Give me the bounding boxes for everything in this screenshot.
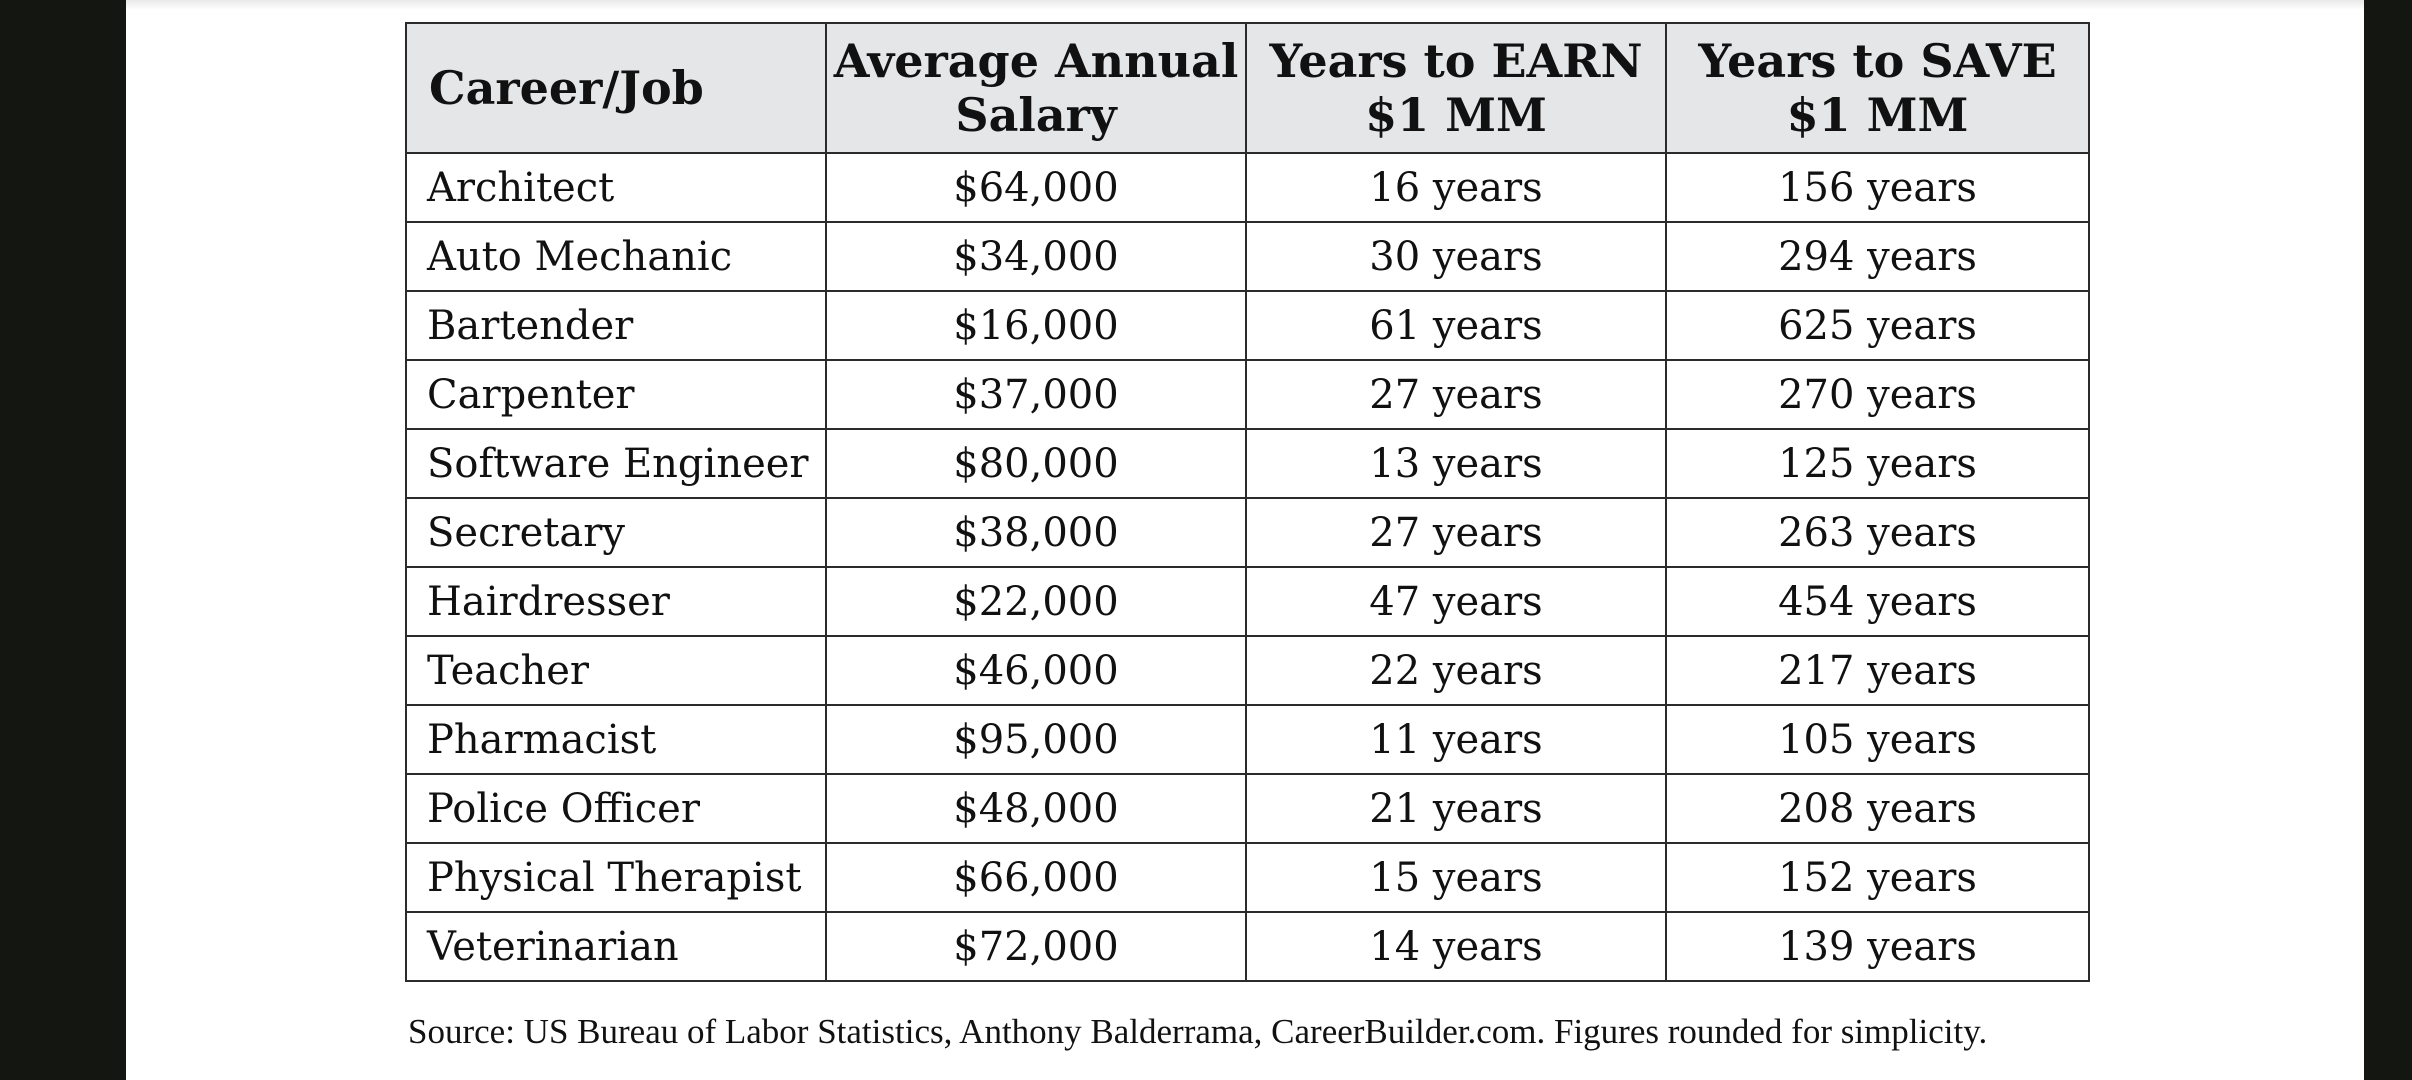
salary-cell: $38,000: [826, 498, 1246, 567]
job-cell: Police Officer: [406, 774, 826, 843]
years-to-save-cell: 625 years: [1666, 291, 2089, 360]
salary-cell: $72,000: [826, 912, 1246, 981]
years-to-earn-cell: 15 years: [1246, 843, 1666, 912]
table-row: [406, 705, 2089, 774]
years-to-save-cell: 156 years: [1666, 153, 2089, 222]
salary-cell: $80,000: [826, 429, 1246, 498]
table-row: [406, 153, 2089, 222]
header-years-to-save: Years to SAVE $1 MM: [1666, 23, 2089, 153]
salary-cell: $46,000: [826, 636, 1246, 705]
table-row: [406, 291, 2089, 360]
years-to-earn-cell: 21 years: [1246, 774, 1666, 843]
table-row: [406, 222, 2089, 291]
years-to-earn-cell: 16 years: [1246, 153, 1666, 222]
job-cell: Architect: [406, 153, 826, 222]
years-to-save-cell: 152 years: [1666, 843, 2089, 912]
table-body: [406, 153, 2089, 981]
years-to-earn-cell: 22 years: [1246, 636, 1666, 705]
salary-table: [405, 22, 2090, 982]
table-row: [406, 912, 2089, 981]
years-to-save-cell: 105 years: [1666, 705, 2089, 774]
salary-cell: $34,000: [826, 222, 1246, 291]
salary-cell: $16,000: [826, 291, 1246, 360]
job-cell: Pharmacist: [406, 705, 826, 774]
job-cell: Veterinarian: [406, 912, 826, 981]
job-cell: Auto Mechanic: [406, 222, 826, 291]
years-to-earn-cell: 30 years: [1246, 222, 1666, 291]
job-cell: Bartender: [406, 291, 826, 360]
table-row: [406, 567, 2089, 636]
salary-cell: $95,000: [826, 705, 1246, 774]
table-row: [406, 360, 2089, 429]
table-row: [406, 429, 2089, 498]
years-to-save-cell: 217 years: [1666, 636, 2089, 705]
table-row: [406, 774, 2089, 843]
salary-cell: $66,000: [826, 843, 1246, 912]
salary-cell: $48,000: [826, 774, 1246, 843]
salary-cell: $22,000: [826, 567, 1246, 636]
table-row: [406, 636, 2089, 705]
source-note: Source: US Bureau of Labor Statistics, Anthony Balderrama, CareerBuilder.com. Figures rounded for simplicity.: [408, 1012, 1988, 1051]
table-row: [406, 498, 2089, 567]
years-to-save-cell: 454 years: [1666, 567, 2089, 636]
salary-cell: $37,000: [826, 360, 1246, 429]
years-to-save-cell: 263 years: [1666, 498, 2089, 567]
job-cell: Teacher: [406, 636, 826, 705]
job-cell: Secretary: [406, 498, 826, 567]
years-to-earn-cell: 61 years: [1246, 291, 1666, 360]
job-cell: Software Engineer: [406, 429, 826, 498]
years-to-save-cell: 294 years: [1666, 222, 2089, 291]
header-years-to-earn: Years to EARN $1 MM: [1246, 23, 1666, 153]
years-to-save-cell: 270 years: [1666, 360, 2089, 429]
years-to-earn-cell: 47 years: [1246, 567, 1666, 636]
job-cell: Hairdresser: [406, 567, 826, 636]
years-to-save-cell: 139 years: [1666, 912, 2089, 981]
table-row: [406, 843, 2089, 912]
header-career-job: Career/Job: [406, 23, 826, 153]
years-to-earn-cell: 14 years: [1246, 912, 1666, 981]
years-to-earn-cell: 11 years: [1246, 705, 1666, 774]
years-to-save-cell: 208 years: [1666, 774, 2089, 843]
job-cell: Physical Therapist: [406, 843, 826, 912]
job-cell: Carpenter: [406, 360, 826, 429]
years-to-earn-cell: 13 years: [1246, 429, 1666, 498]
table-header: [406, 23, 2089, 153]
years-to-save-cell: 125 years: [1666, 429, 2089, 498]
header-average-annual-salary: Average Annual Salary: [826, 23, 1246, 153]
document-page: [126, 0, 2364, 1080]
header-row: [406, 23, 2089, 153]
years-to-earn-cell: 27 years: [1246, 498, 1666, 567]
years-to-earn-cell: 27 years: [1246, 360, 1666, 429]
salary-cell: $64,000: [826, 153, 1246, 222]
